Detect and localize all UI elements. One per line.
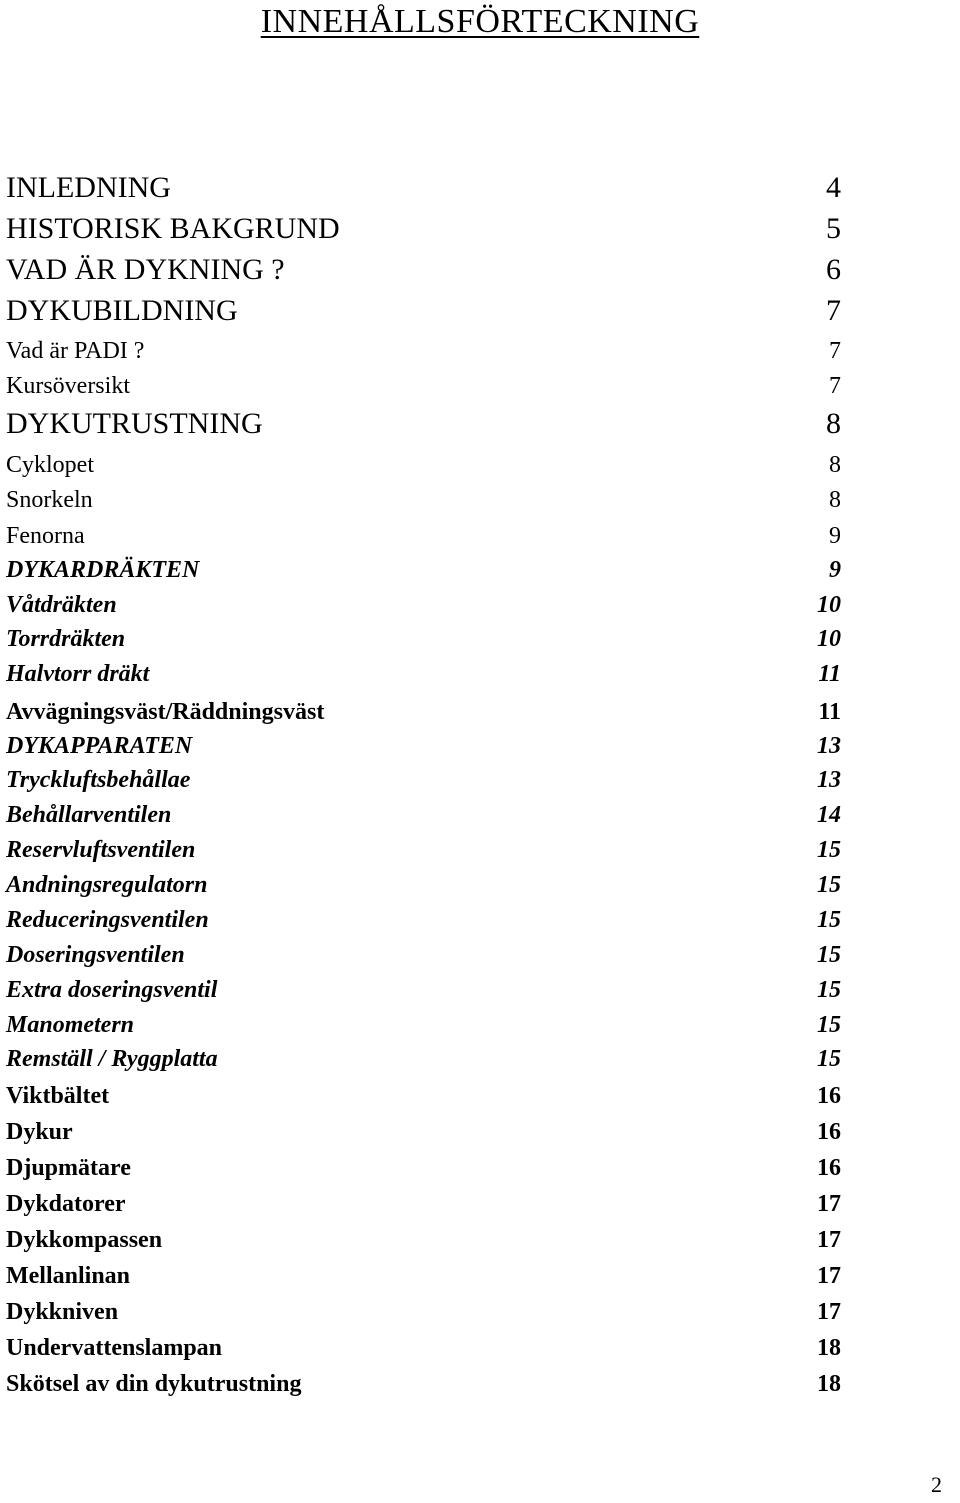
toc-entry-label: Mellanlinan <box>6 1263 131 1289</box>
toc-entry-page: 9 <box>829 557 841 583</box>
toc-entry-page: 17 <box>817 1263 841 1289</box>
toc-entry-page: 17 <box>817 1227 841 1253</box>
toc-entry-label: DYKARDRÄKTEN <box>6 557 200 583</box>
toc-entry-label: Extra doseringsventil <box>6 977 218 1003</box>
toc-entry-page: 13 <box>817 733 841 759</box>
toc-entry <box>6 406 841 442</box>
toc-entry-label: Doseringsventilen <box>6 942 185 968</box>
toc-entry <box>6 1010 841 1040</box>
toc-entry-page: 10 <box>817 592 841 618</box>
toc-entry-page: 14 <box>817 802 841 828</box>
toc-entry <box>6 336 841 366</box>
toc-entry-label: VAD ÄR DYKNING ? <box>6 253 285 286</box>
toc-entry <box>6 1369 841 1399</box>
toc-entry <box>6 905 841 935</box>
toc-entry-page: 16 <box>817 1119 841 1145</box>
toc-entry-label: Dykkompassen <box>6 1227 163 1253</box>
toc-entry-label: Vad är PADI ? <box>6 338 145 364</box>
toc-entry-page: 7 <box>829 338 841 364</box>
toc-entry-page: 7 <box>829 373 841 399</box>
toc-entry-label: Tryckluftsbehållae <box>6 767 191 793</box>
toc-entry-label: Undervattenslampan <box>6 1335 223 1361</box>
toc-entry-page: 9 <box>829 523 841 549</box>
toc-entry <box>6 1261 841 1291</box>
toc-entry-label: Halvtorr dräkt <box>6 661 150 687</box>
toc-entry-label: Snorkeln <box>6 487 93 513</box>
toc-entry <box>6 293 841 329</box>
toc-entry-page: 15 <box>817 907 841 933</box>
toc-entry-label: INLEDNING <box>6 171 171 204</box>
document-title: INNEHÅLLSFÖRTECKNING <box>260 3 700 40</box>
toc-entry-page: 15 <box>817 942 841 968</box>
toc-entry <box>6 1081 841 1111</box>
toc-entry-page: 7 <box>826 294 841 327</box>
toc-entry-page: 11 <box>818 661 841 687</box>
toc-entry <box>6 624 841 654</box>
toc-entry-label: DYKAPPARATEN <box>6 733 193 759</box>
toc-entry-label: Behållarventilen <box>6 802 172 828</box>
toc-entry-label: HISTORISK BAKGRUND <box>6 212 340 245</box>
toc-entry <box>6 450 841 480</box>
toc-entry-page: 15 <box>817 837 841 863</box>
toc-entry-label: Kursöversikt <box>6 373 130 399</box>
page-number: 2 <box>931 1472 942 1497</box>
toc-entry-label: Dykdatorer <box>6 1191 126 1217</box>
toc-entry <box>6 371 841 401</box>
toc-entry-page: 5 <box>826 212 841 245</box>
toc-entry-page: 17 <box>817 1191 841 1217</box>
toc-entry-page: 6 <box>826 253 841 286</box>
toc-entry-page: 4 <box>826 171 841 204</box>
toc-entry-page: 8 <box>829 452 841 478</box>
toc-entry <box>6 1189 841 1219</box>
toc-entry-page: 11 <box>818 699 841 725</box>
toc-entry-label: DYKUTRUSTNING <box>6 407 263 440</box>
toc-entry <box>6 555 841 585</box>
toc-entry-page: 15 <box>817 872 841 898</box>
toc-entry-label: Viktbältet <box>6 1083 110 1109</box>
toc-entry-label: Remställ / Ryggplatta <box>6 1046 218 1072</box>
toc-entry <box>6 1297 841 1327</box>
toc-entry-label: Skötsel av din dykutrustning <box>6 1371 302 1397</box>
toc-entry <box>6 521 841 551</box>
toc-entry <box>6 1225 841 1255</box>
toc-entry <box>6 170 841 206</box>
toc-entry <box>6 659 841 689</box>
toc-entry-page: 17 <box>817 1299 841 1325</box>
toc-entry-label: Andningsregulatorn <box>6 872 208 898</box>
toc-entry-label: Dykur <box>6 1119 73 1145</box>
toc-entry-label: Reduceringsventilen <box>6 907 209 933</box>
toc-entry <box>6 697 841 727</box>
toc-entry <box>6 765 841 795</box>
toc-entry <box>6 835 841 865</box>
toc-entry-label: Cyklopet <box>6 452 94 478</box>
toc-entry <box>6 731 841 761</box>
toc-entry <box>6 485 841 515</box>
toc-entry <box>6 800 841 830</box>
toc-entry <box>6 975 841 1005</box>
toc-entry-page: 18 <box>817 1371 841 1397</box>
toc-entry-page: 8 <box>829 487 841 513</box>
toc-entry <box>6 1117 841 1147</box>
toc-entry-label: Avvägningsväst/Räddningsväst <box>6 699 325 725</box>
toc-entry-page: 18 <box>817 1335 841 1361</box>
toc-entry-label: Djupmätare <box>6 1155 131 1181</box>
toc-entry-page: 16 <box>817 1155 841 1181</box>
toc-entry <box>6 211 841 247</box>
toc-entry <box>6 1333 841 1363</box>
toc-entry-page: 10 <box>817 626 841 652</box>
toc-entry-label: Reservluftsventilen <box>6 837 196 863</box>
toc-entry-page: 15 <box>817 1046 841 1072</box>
toc-entry-label: DYKUBILDNING <box>6 294 238 327</box>
toc-entry-page: 16 <box>817 1083 841 1109</box>
toc-entry-label: Torrdräkten <box>6 626 126 652</box>
toc-entry <box>6 870 841 900</box>
toc-entry-label: Våtdräkten <box>6 592 117 618</box>
toc-entry-label: Manometern <box>6 1012 135 1038</box>
toc-entry <box>6 940 841 970</box>
toc-entry <box>6 590 841 620</box>
toc-entry-label: Fenorna <box>6 523 85 549</box>
toc-entry-page: 15 <box>817 1012 841 1038</box>
toc-entry <box>6 1044 841 1074</box>
toc-entry <box>6 252 841 288</box>
toc-entry-page: 8 <box>826 407 841 440</box>
toc-entry <box>6 1153 841 1183</box>
toc-entry-page: 13 <box>817 767 841 793</box>
toc-entry-label: Dykkniven <box>6 1299 119 1325</box>
toc-entry-page: 15 <box>817 977 841 1003</box>
